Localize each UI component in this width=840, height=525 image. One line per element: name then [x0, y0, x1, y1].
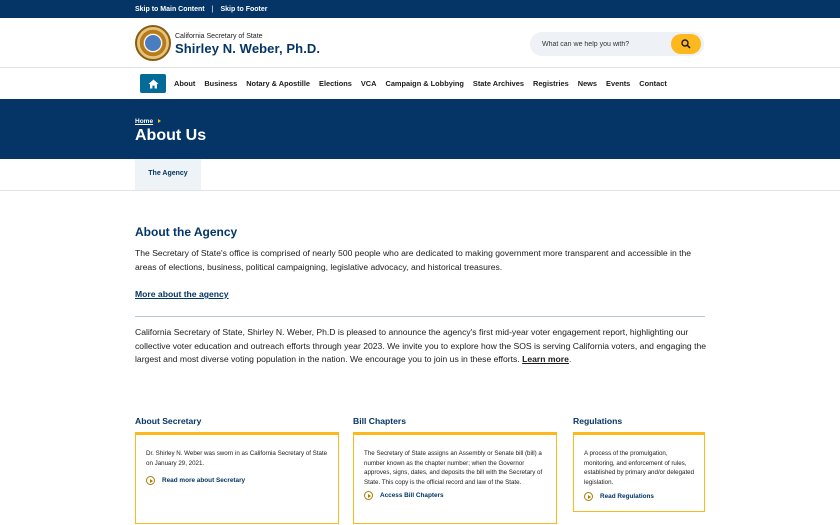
announcement-text — [135, 326, 710, 367]
card-text: The Secretary of State assigns an Assembly or Senate bill (bill) a number known as the chapter number; when the Governor approves, signs, dates, and deposits the bill with the Secretary of State. This copy is the official record and law of the State. — [364, 450, 543, 486]
announcement-body: California Secretary of State, Shirley N. Weber, Ph.D is pleased to announce the agency's first mid-year voter engagement report, highlighting our collective voter education and outreach efforts through year 2023. We invite you to explore how the SOS is serving California voters, and engaging the largest and most diverse voting population in the nation. We encourage you to join us in these efforts. — [135, 327, 707, 364]
card-title: Bill Chapters — [353, 416, 407, 426]
read-regulations-link[interactable] — [584, 492, 695, 501]
nav-item-news[interactable]: News — [577, 79, 598, 88]
tab-the-agency[interactable]: The Agency — [135, 159, 201, 190]
nav-item-events[interactable]: Events — [606, 79, 631, 88]
nav-item-registries[interactable]: Registries — [532, 79, 569, 88]
card-bill-chapters — [353, 416, 543, 499]
nav-item-notary-apostille[interactable]: Notary & Apostille — [246, 79, 311, 88]
card-body — [573, 432, 705, 512]
read-more-secretary-link[interactable] — [146, 476, 329, 485]
nav-item-contact[interactable]: Contact — [639, 79, 667, 88]
org-name[interactable]: California Secretary of State — [175, 33, 263, 40]
nav-item-business[interactable]: Business — [204, 79, 238, 88]
card-title: About Secretary — [135, 416, 202, 426]
more-about-agency-link[interactable]: More about the agency — [135, 289, 229, 299]
arrow-circle-icon — [364, 491, 373, 500]
card-link-label: Read more about Secretary — [162, 477, 246, 484]
section-tabs — [0, 159, 840, 191]
card-body — [135, 432, 339, 524]
search-button[interactable] — [671, 34, 701, 54]
nav-home-button[interactable] — [140, 74, 166, 93]
card-title: Regulations — [573, 416, 623, 426]
nav-item-state-archives[interactable]: State Archives — [472, 79, 524, 88]
search-icon — [681, 39, 691, 49]
arrow-circle-icon — [146, 476, 155, 485]
card-regulations — [573, 416, 695, 500]
section-divider — [135, 316, 705, 317]
main-navigation — [0, 68, 840, 99]
breadcrumb-arrow-icon — [158, 119, 161, 123]
official-name[interactable]: Shirley N. Weber, Ph.D. — [175, 41, 321, 56]
nav-item-about[interactable]: About — [174, 79, 196, 88]
search-box — [530, 32, 704, 56]
about-agency-text: The Secretary of State's office is comprised of nearly 500 people who are dedicated to making government more transparent and accessible in the areas of elections, business, political campaigning, legislative advocacy, and historical treasures. — [135, 248, 692, 272]
nav-item-vca[interactable]: VCA — [360, 79, 377, 88]
skip-links-bar — [0, 0, 840, 18]
breadcrumb-home-link[interactable]: Home — [135, 118, 154, 125]
about-agency-heading: About the Agency — [135, 225, 238, 239]
nav-item-elections[interactable]: Elections — [319, 79, 352, 88]
access-bill-chapters-link[interactable] — [364, 491, 547, 500]
announcement-period: . — [568, 354, 572, 364]
skip-separator: | — [211, 5, 214, 13]
skip-to-main-link[interactable]: Skip to Main Content — [135, 5, 205, 13]
card-text: A process of the promulgation, monitoring, and enforcement of rules, established by primary and/or delegated legislation. — [584, 450, 695, 486]
skip-to-footer-link[interactable]: Skip to Footer — [220, 5, 268, 13]
card-link-label: Read Regulations — [600, 493, 654, 500]
card-text: Dr. Shirley N. Weber was sworn in as California Secretary of State on January 29, 2021. — [146, 450, 328, 467]
search-input[interactable] — [542, 37, 662, 51]
page-title: About Us — [135, 127, 207, 144]
card-about-secretary — [135, 416, 328, 484]
learn-more-link[interactable]: Learn more — [522, 354, 569, 364]
card-link-label: Access Bill Chapters — [380, 492, 444, 499]
site-header — [0, 18, 840, 68]
arrow-circle-icon — [584, 492, 593, 501]
nav-item-campaign-lobbying[interactable]: Campaign & Lobbying — [385, 79, 464, 88]
state-seal-icon[interactable] — [135, 25, 171, 61]
page-banner — [0, 99, 840, 159]
home-icon — [148, 79, 159, 89]
card-body — [353, 432, 557, 524]
